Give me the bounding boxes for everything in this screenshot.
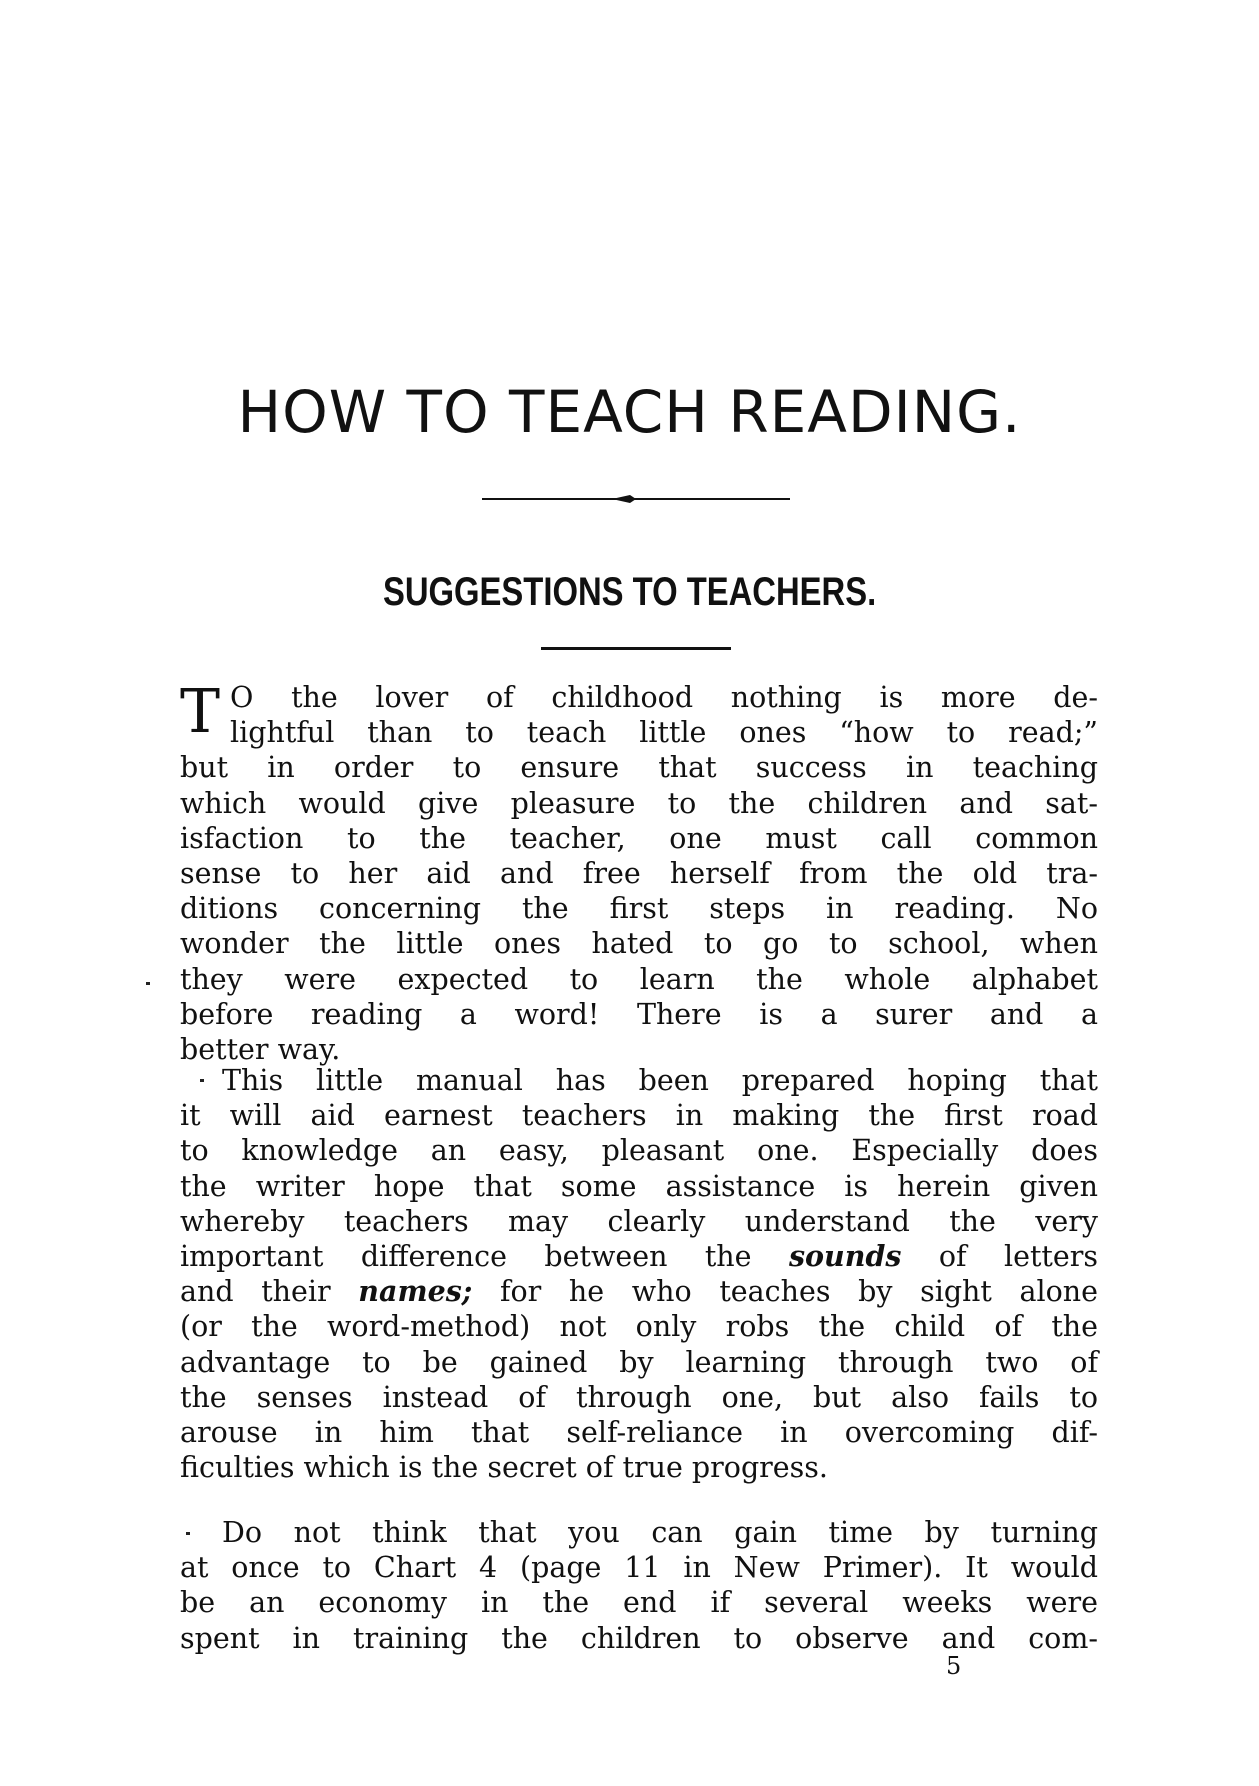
- text-line: (or the word-method) not only robs the child of the: [180, 1310, 1098, 1344]
- emphasis-names: names;: [358, 1274, 473, 1309]
- page-number: 5: [946, 1652, 962, 1680]
- text-line: isfaction to the teacher, one must call common: [180, 821, 1098, 855]
- text-line: sense to her aid and free herself from the old tra-: [180, 856, 1098, 890]
- paragraph-2: [180, 1063, 1098, 1485]
- text-line: but in order to ensure that success in teaching: [180, 751, 1098, 785]
- text-line: it will aid earnest teachers in making the first road: [180, 1099, 1098, 1133]
- text-line: This little manual has been prepared hoping that: [222, 1064, 1098, 1097]
- text-line: arouse in him that self-reliance in overcoming dif-: [180, 1415, 1098, 1449]
- text-line: they were expected to learn the whole alphabet: [180, 962, 1098, 996]
- text-line: ditions concerning the first steps in reading. No: [180, 892, 1098, 926]
- section-heading: SUGGESTIONS TO TEACHERS.: [382, 570, 877, 614]
- heading-rule: [541, 647, 731, 650]
- text-line: whereby teachers may clearly understand the very: [180, 1204, 1098, 1238]
- text-segment: for he who teaches by sight alone: [499, 1275, 1098, 1309]
- text-line: the writer hope that some assistance is herein given: [180, 1169, 1098, 1203]
- text-segment: and their: [180, 1275, 331, 1309]
- text-line: [180, 1239, 1098, 1274]
- text-line: spent in training the children to observe and com-: [180, 1621, 1098, 1655]
- text-line: which would give pleasure to the children and sat-: [180, 786, 1098, 820]
- text-line: to knowledge an easy, pleasant one. Especially does: [180, 1134, 1098, 1168]
- text-line: O the lover of childhood nothing is more de-: [230, 681, 1098, 714]
- text-line: ficulties which is the secret of true progress.: [180, 1451, 828, 1485]
- divider-ornament: [482, 492, 790, 506]
- print-speck: [186, 1532, 190, 1535]
- text-line: lightful than to teach little ones “how to read;”: [230, 716, 1098, 750]
- text-line: the senses instead of through one, but also fails to: [180, 1380, 1098, 1414]
- paragraph-1: [180, 677, 1098, 1067]
- print-speck: [200, 1079, 204, 1082]
- text-line: be an economy in the end if several weeks were: [180, 1586, 1098, 1620]
- text-line: Do not think that you can gain time by turning: [222, 1516, 1098, 1549]
- text-line: advantage to be gained by learning through two of: [180, 1345, 1098, 1379]
- text-segment: important difference between the: [180, 1239, 752, 1273]
- drop-cap: T: [180, 677, 221, 747]
- text-line: better way.: [180, 1032, 341, 1066]
- emphasis-sounds: sounds: [788, 1238, 902, 1273]
- text-line: before reading a word! There is a surer and a: [180, 997, 1098, 1031]
- print-speck: [146, 982, 150, 985]
- paragraph-3: [180, 1515, 1098, 1656]
- text-segment: of letters: [938, 1239, 1099, 1273]
- text-line: [180, 1274, 1098, 1309]
- page-title: HOW TO TEACH READING.: [237, 378, 1022, 446]
- text-line: at once to Chart 4 (page 11 in New Primer). It would: [180, 1551, 1098, 1585]
- text-line: wonder the little ones hated to go to school, when: [180, 927, 1098, 961]
